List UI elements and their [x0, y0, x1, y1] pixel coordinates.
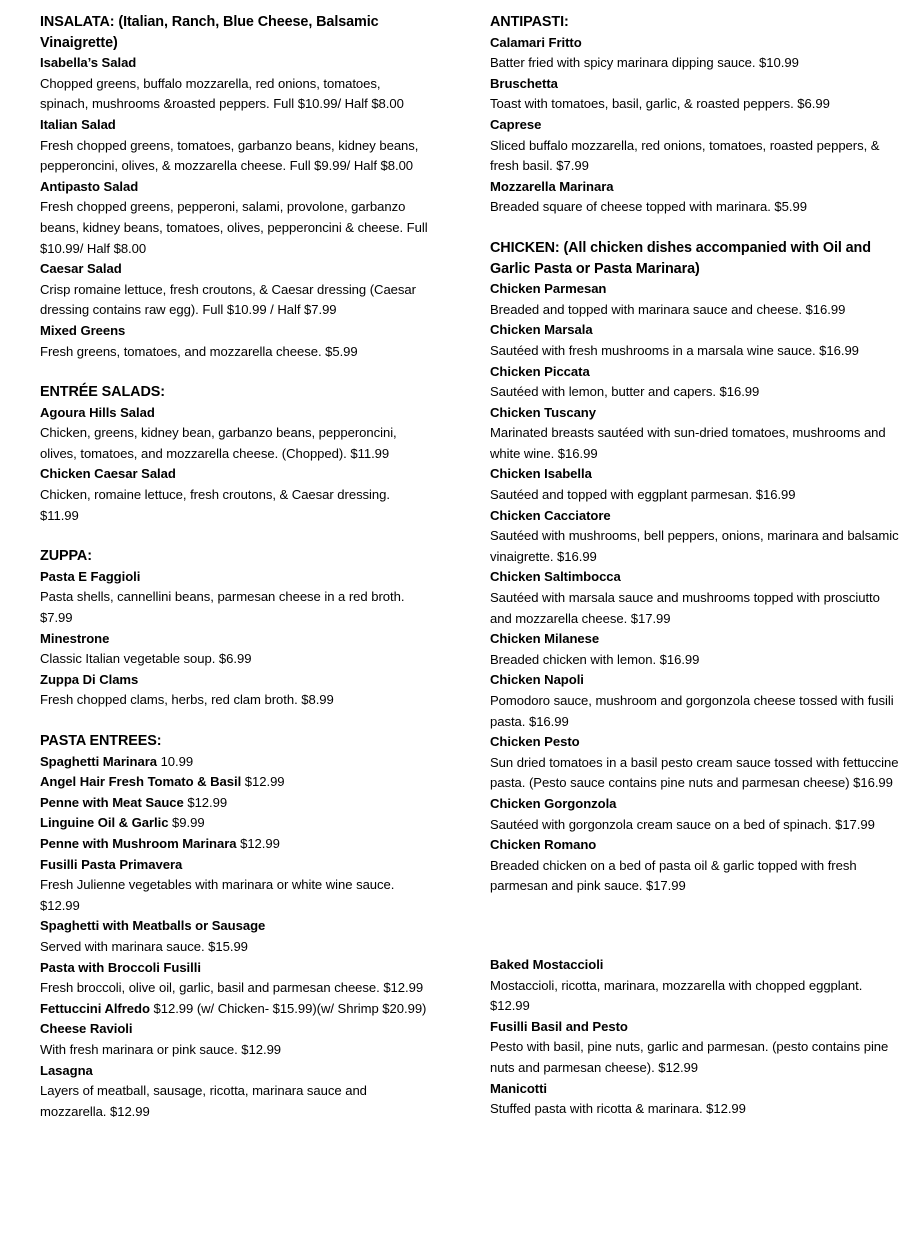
menu-item	[490, 279, 900, 320]
menu-item	[40, 403, 430, 465]
menu-item	[40, 567, 430, 629]
menu-item	[490, 955, 900, 1017]
menu-item	[490, 74, 900, 115]
menu-item-title: Zuppa Di Clams	[40, 671, 139, 687]
menu-item-description: Crisp romaine lettuce, fresh croutons, & Caesar dressing (Caesar dressing contains raw egg). Full $10.99 / Half $7.99	[40, 281, 416, 318]
section-heading: CHICKEN: (All chicken dishes accompanied with Oil and Garlic Pasta or Pasta Marinara)	[490, 239, 871, 277]
menu-item	[490, 464, 900, 505]
menu-item-title: Minestrone	[40, 630, 110, 646]
menu-item-description: Fresh Julienne vegetables with marinara or white wine sauce. $12.99	[40, 877, 395, 913]
menu-item-name	[40, 855, 430, 876]
menu-item	[40, 177, 430, 259]
menu-item-title: Penne with Mushroom Marinara	[40, 835, 237, 851]
menu-item-name	[490, 732, 900, 753]
menu-item	[490, 362, 900, 403]
menu-item-title: Mixed Greens	[40, 322, 126, 338]
menu-item-title: Linguine Oil & Garlic	[40, 815, 169, 831]
menu-item-title: Chicken Tuscany	[490, 404, 596, 420]
menu-item-title: Angel Hair Fresh Tomato & Basil	[40, 774, 242, 790]
menu-item-title: Caesar Salad	[40, 261, 122, 277]
menu-item-title: Spaghetti with Meatballs or Sausage	[40, 918, 266, 934]
menu-item-name	[490, 362, 900, 383]
menu-item-title: Fusilli Basil and Pesto	[490, 1018, 628, 1034]
section-heading: ENTRÉE SALADS:	[40, 384, 165, 401]
menu-item	[40, 793, 430, 814]
menu-item-name	[490, 74, 900, 95]
menu-section	[40, 382, 430, 526]
menu-item	[40, 53, 430, 115]
menu-item-name	[490, 1017, 900, 1038]
menu-item-description: Breaded and topped with marinara sauce and cheese. $16.99	[490, 301, 846, 317]
menu-item-title: Lasagna	[40, 1062, 93, 1078]
menu-item-name	[490, 403, 900, 424]
menu-item-title: Chicken Caesar Salad	[40, 466, 176, 482]
section-spacer	[40, 526, 430, 546]
menu-section	[490, 238, 900, 897]
section-spacer	[40, 711, 430, 731]
menu-item-name	[490, 279, 900, 300]
menu-item-title: Chicken Marsala	[490, 322, 593, 338]
menu-item-description: Fresh broccoli, olive oil, garlic, basil and parmesan cheese. $12.99	[40, 980, 424, 996]
menu-item	[40, 1019, 430, 1060]
menu-item-name	[40, 567, 430, 588]
menu-item-description: Classic Italian vegetable soup. $6.99	[40, 651, 252, 667]
menu-item-title: Italian Salad	[40, 116, 116, 132]
menu-item	[490, 670, 900, 732]
menu-item	[40, 670, 430, 711]
menu-section	[490, 12, 900, 218]
menu-item	[40, 464, 430, 526]
menu-item-description: Mostaccioli, ricotta, marinara, mozzarella with chopped eggplant. $12.99	[490, 977, 863, 1014]
menu-item	[40, 115, 430, 177]
menu-item-description: Fresh chopped greens, tomatoes, garbanzo beans, kidney beans, pepperoncini, olives, & mozzarella cheese. Full $9.99/ Half $8.00	[40, 137, 419, 174]
menu-item-title: Bruschetta	[490, 75, 558, 91]
menu-item-name	[40, 958, 430, 979]
menu-item-description: Chicken, romaine lettuce, fresh croutons, & Caesar dressing. $11.99	[40, 487, 390, 523]
menu-item	[490, 1017, 900, 1079]
menu-item	[40, 752, 430, 773]
menu-item-price: $12.99	[236, 835, 280, 851]
menu-item-title: Chicken Cacciatore	[490, 507, 611, 523]
menu-item-name	[490, 670, 900, 691]
menu-item	[490, 33, 900, 74]
menu-section	[40, 12, 430, 362]
menu-item-title: Antipasto Salad	[40, 178, 139, 194]
menu-item	[40, 999, 430, 1020]
menu-item	[490, 835, 900, 897]
menu-item	[490, 506, 900, 568]
menu-item-description: Pesto with basil, pine nuts, garlic and parmesan. (pesto contains pine nuts and parmesan cheese). $12.99	[490, 1039, 889, 1075]
menu-item-name	[40, 834, 430, 855]
menu-item-name	[490, 464, 900, 485]
menu-item-name	[40, 1061, 430, 1082]
menu-item-description: Fresh chopped greens, pepperoni, salami, provolone, garbanzo beans, kidney beans, tomatoes, olives, pepperoncini & cheese. Full $10.99/ Half $8.00	[40, 199, 428, 256]
menu-item-description: Batter fried with spicy marinara dipping sauce. $10.99	[490, 55, 799, 71]
menu-item	[490, 794, 900, 835]
menu-item-description: Chopped greens, buffalo mozzarella, red onions, tomatoes, spinach, mushrooms &roasted peppers. Full $10.99/ Half $8.00	[40, 75, 404, 112]
menu-item	[40, 916, 430, 957]
menu-item-title: Chicken Saltimbocca	[490, 569, 621, 585]
menu-item-name	[40, 793, 430, 814]
menu-item-title: Mozzarella Marinara	[490, 178, 614, 194]
menu-item-name	[40, 1019, 430, 1040]
menu-item-title: Chicken Pesto	[490, 734, 580, 750]
menu-item-description: Breaded square of cheese topped with marinara. $5.99	[490, 199, 807, 215]
menu-item-title: Chicken Isabella	[490, 466, 592, 482]
menu-item-name	[40, 772, 430, 793]
menu-item	[490, 177, 900, 218]
menu-item	[40, 772, 430, 793]
menu-item	[40, 834, 430, 855]
menu-item	[40, 855, 430, 917]
menu-item-price: $12.99	[241, 774, 285, 790]
menu-item	[490, 403, 900, 465]
menu-item-title: Caprese	[490, 116, 542, 132]
section-spacer	[490, 897, 900, 955]
menu-item-name	[490, 794, 900, 815]
menu-item-description: Marinated breasts sautéed with sun-dried tomatoes, mushrooms and white wine. $16.99	[490, 425, 886, 461]
menu-item-description: Breaded chicken with lemon. $16.99	[490, 651, 700, 667]
menu-item	[490, 567, 900, 629]
menu-item-description: Sliced buffalo mozzarella, red onions, tomatoes, roasted peppers, & fresh basil. $7.99	[490, 137, 880, 174]
section-spacer	[40, 362, 430, 382]
menu-item-name	[490, 320, 900, 341]
menu-item-name	[490, 567, 900, 588]
menu-item-name	[40, 916, 430, 937]
menu-item-title: Chicken Gorgonzola	[490, 795, 617, 811]
menu-item-title: Calamari Fritto	[490, 34, 582, 50]
menu-item-price: $9.99	[168, 815, 205, 831]
menu-section	[40, 546, 430, 711]
menu-section	[490, 955, 900, 1120]
section-heading: ZUPPA:	[40, 548, 92, 565]
menu-item-title: Agoura Hills Salad	[40, 404, 155, 420]
menu-item-name	[490, 33, 900, 54]
section-heading: PASTA ENTREES:	[40, 733, 162, 749]
menu-item-title: Isabella’s Salad	[40, 55, 137, 71]
menu-item-name	[40, 813, 430, 834]
menu-item	[40, 958, 430, 999]
menu-item	[490, 629, 900, 670]
menu-column-right	[490, 12, 900, 1120]
menu-item-name	[40, 115, 430, 136]
menu-item-description: Sautéed with fresh mushrooms in a marsala wine sauce. $16.99	[490, 342, 859, 358]
section-spacer	[490, 218, 900, 238]
menu-item-name	[40, 321, 430, 342]
menu-item-title: Chicken Romano	[490, 837, 597, 853]
menu-item-name	[490, 115, 900, 136]
menu-item-description: Sautéed with lemon, butter and capers. $16.99	[490, 384, 760, 400]
menu-item	[490, 115, 900, 177]
menu-item-title: Pasta with Broccoli Fusilli	[40, 959, 201, 975]
menu-item-description: With fresh marinara or pink sauce. $12.99	[40, 1041, 282, 1057]
menu-item-name	[490, 835, 900, 856]
menu-item-description: Toast with tomatoes, basil, garlic, & roasted peppers. $6.99	[490, 96, 830, 112]
menu-item-name	[40, 999, 430, 1020]
menu-item	[40, 259, 430, 321]
menu-item-title: Chicken Napoli	[490, 672, 584, 688]
menu-item-name	[40, 53, 430, 74]
section-heading: ANTIPASTI:	[490, 14, 569, 30]
menu-item	[40, 629, 430, 670]
menu-item-description: Served with marinara sauce. $15.99	[40, 938, 248, 954]
menu-item-title: Chicken Parmesan	[490, 281, 607, 297]
menu-item-title: Fusilli Pasta Primavera	[40, 856, 183, 872]
menu-item-name	[490, 506, 900, 527]
section-heading: INSALATA: (Italian, Ranch, Blue Cheese, Balsamic Vinaigrette)	[40, 14, 379, 51]
menu-item-name	[490, 629, 900, 650]
menu-item-title: Manicotti	[490, 1080, 548, 1096]
menu-item-description: Fresh chopped clams, herbs, red clam broth. $8.99	[40, 692, 334, 708]
menu-item-description: Sautéed with mushrooms, bell peppers, onions, marinara and balsamic vinaigrette. $16.99	[490, 528, 899, 564]
menu-item-description: Sun dried tomatoes in a basil pesto cream sauce tossed with fettuccine pasta. (Pesto sauce contains pine nuts and parmesan cheese) $16.99	[490, 754, 899, 791]
menu-item-description: Pasta shells, cannellini beans, parmesan cheese in a red broth. $7.99	[40, 589, 405, 626]
menu-item-title: Baked Mostaccioli	[490, 956, 604, 972]
menu-item-price: $12.99 (w/ Chicken- $15.99)(w/ Shrimp $20.99)	[149, 1000, 427, 1016]
menu-item-description: Chicken, greens, kidney bean, garbanzo beans, pepperoncini, olives, tomatoes, and mozzarella cheese. (Chopped). $11.99	[40, 425, 397, 461]
menu-item-description: Sautéed with gorgonzola cream sauce on a bed of spinach. $17.99	[490, 816, 875, 832]
menu-item-description: Pomodoro sauce, mushroom and gorgonzola cheese tossed with fusili pasta. $16.99	[490, 693, 894, 729]
menu-item-description: Sautéed and topped with eggplant parmesan. $16.99	[490, 487, 796, 503]
menu-item-price: $12.99	[183, 794, 228, 810]
menu-item-description: Fresh greens, tomatoes, and mozzarella cheese. $5.99	[40, 343, 358, 359]
menu-item-title: Fettuccini Alfredo	[40, 1000, 150, 1016]
menu-item-title: Spaghetti Marinara	[40, 753, 157, 769]
menu-item-name	[40, 177, 430, 198]
menu-item-name	[490, 177, 900, 198]
menu-item-name	[490, 1079, 900, 1100]
menu-item-name	[40, 629, 430, 650]
menu-item-title: Chicken Milanese	[490, 631, 600, 647]
menu-item-title: Cheese Ravioli	[40, 1021, 133, 1037]
menu-item-description: Layers of meatball, sausage, ricotta, marinara sauce and mozzarella. $12.99	[40, 1083, 367, 1119]
menu-section	[40, 731, 430, 1122]
menu-item	[40, 1061, 430, 1123]
menu-item-name	[40, 259, 430, 280]
menu-item-description: Sautéed with marsala sauce and mushrooms topped with prosciutto and mozzarella cheese. $17.99	[490, 590, 880, 626]
menu-item	[490, 1079, 900, 1120]
menu-item	[40, 321, 430, 362]
menu-item-name	[40, 464, 430, 485]
menu-item-name	[490, 955, 900, 976]
menu-item-title: Chicken Piccata	[490, 363, 590, 379]
menu-item	[40, 813, 430, 834]
menu-item-price: 10.99	[156, 753, 194, 769]
menu-item	[490, 732, 900, 794]
menu-column-left	[40, 12, 440, 1122]
menu-item	[490, 320, 900, 361]
menu-item-name	[40, 752, 430, 773]
menu-item-title: Penne with Meat Sauce	[40, 794, 184, 810]
menu-item-name	[40, 670, 430, 691]
menu-item-title: Pasta E Faggioli	[40, 568, 141, 584]
menu-item-description: Stuffed pasta with ricotta & marinara. $12.99	[490, 1101, 746, 1117]
menu-item-description: Breaded chicken on a bed of pasta oil & garlic topped with fresh parmesan and pink sauce. $17.99	[490, 857, 857, 894]
menu-item-name	[40, 403, 430, 424]
